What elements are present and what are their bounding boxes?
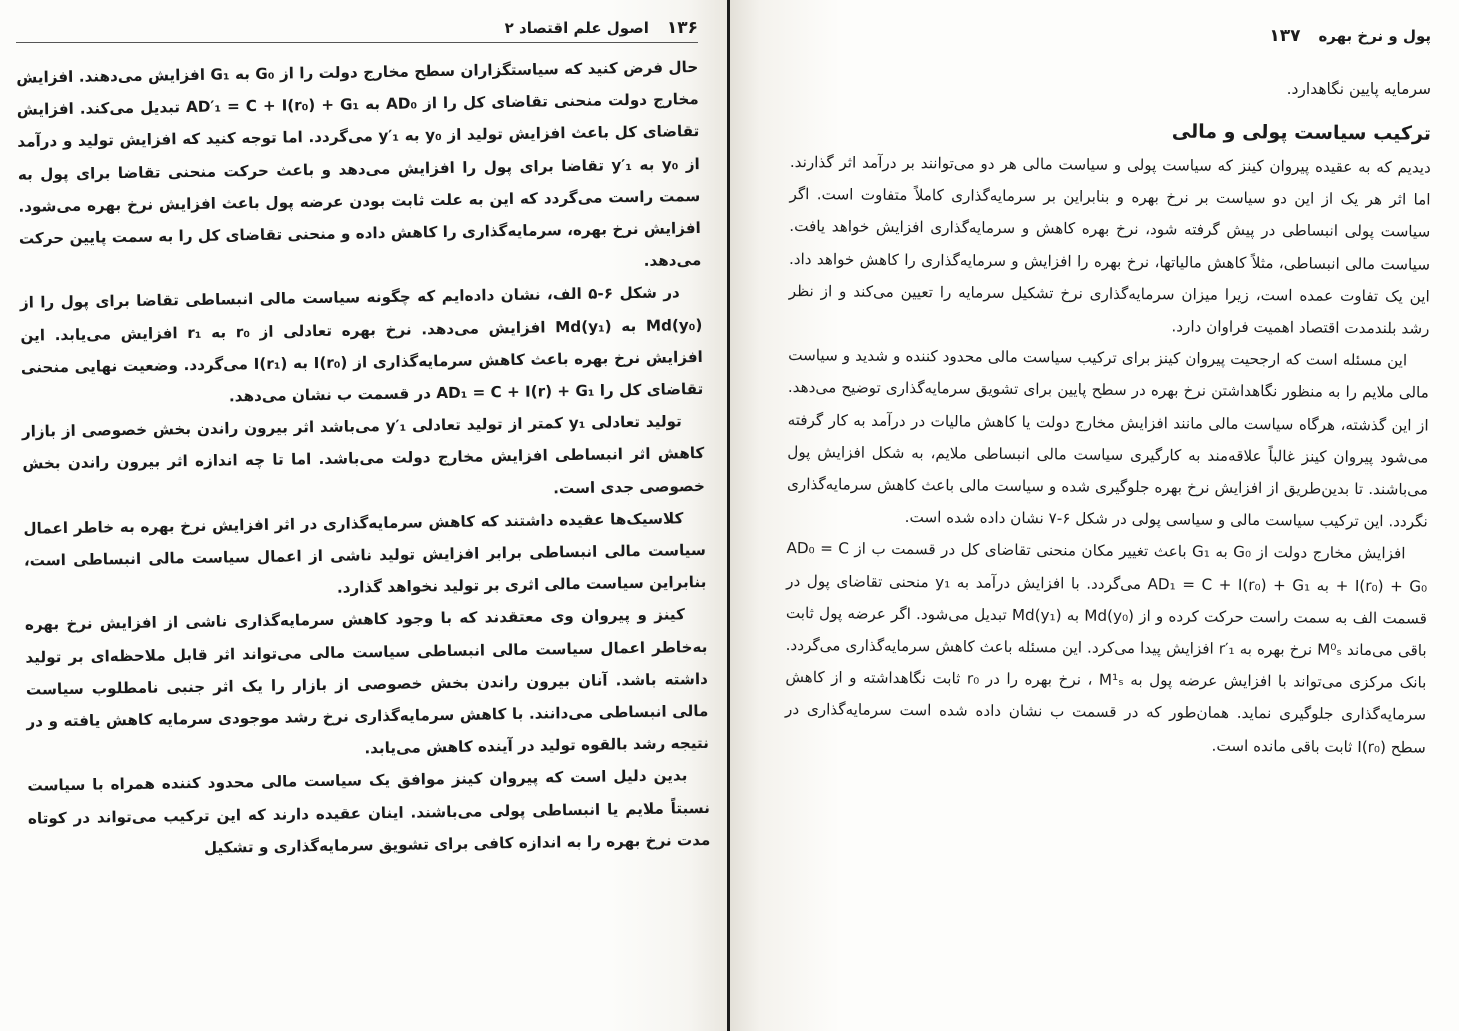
left-paragraph-6: بدین دلیل است که پیروان کینز موافق یک سیاست مالی محدود کننده همراه با سیاست نسبتاً ملایم یا انبساطی پولی می‌باشند. اینان عقیده دارند که این ترکیب می‌تواند در کوتاه مدت نرخ بهره را به اندازه کافی برای تشویق سرمایه‌گذاری و تشکیل xyxy=(27,766,711,857)
left-paragraph-3: تولید تعادلی y₁ کمتر از تولید تعادلی y′₁ می‌باشد اثر بیرون راندن بخش خصوصی از بازار کاهش اثر انبساطی افزایش مخارج دولت می‌باشد. اما تا چه اندازه اثر بیرون راندن بخش خصوصی جدی است. xyxy=(21,412,705,497)
section-title: ترکیب سیاست پولی و مالی xyxy=(1171,120,1432,145)
left-paragraph-4: کلاسیک‌ها عقیده داشتند که کاهش سرمایه‌گذاری در اثر افزایش نرخ بهره به خاطر اعمال سیاست مالی انبساطی برابر افزایش تولید ناشی از اعمال سیاست مالی انبساطی است، بنابراین سیاست مالی اثری بر تولید نخواهد گذارد. xyxy=(23,509,707,597)
right-page xyxy=(730,0,1459,1031)
left-paragraph-5: کینز و پیروان وی معتقدند که با وجود کاهش سرمایه‌گذاری ناشی از افزایش نرخ بهره به‌خاطر اعمال سیاست مالی انبساطی سیاست مالی می‌تواند اثر قابل ملاحظه‌ای بر تولید داشته باشد. آنان بیرون راندن بخش خصوصی از بازار را یک اثر جنبی نامطلوب سیاست مالی انبساطی می‌دانند. با کاهش سرمایه‌گذاری نرخ رشد موجودی سرمایه کاهش یافته و در نتیجه رشد بالقوه تولید در آینده کاهش می‌یابد. xyxy=(24,605,710,758)
right-paragraph-3: افزایش مخارج دولت از G₀ به G₁ باعث تغییر مکان منحنی تقاضای کل در قسمت ب از AD₀ = C + I(r₀) + G₀ به AD₁ = C + I(r₀) + G₁ می‌گردد. با افزایش درآمد به y₁ منحنی تقاضای پول در قسمت الف به سمت راست حرکت کرده و از Md(y₀) به Md(y₁) تبدیل می‌شود. اگر عرضه پول ثابت باقی می‌ماند M⁰ₛ نرخ بهره به r′₁ افزایش پیدا می‌کرد. این مسئله باعث کاهش سرمایه‌گذاری می‌گردد. بانک مرکزی می‌تواند با افزایش عرضه پول به M¹ₛ ، نرخ بهره را در r₀ ثابت نگاهداشته و از کاهش سرمایه‌گذاری جلوگیری نماید. همان‌طور که در قسمت ب نشان داده شده است سرمایه‌گذاری در سطح I(r₀) ثابت باقی مانده است. xyxy=(785,539,1428,757)
right-page-body xyxy=(785,146,1431,763)
left-page-body xyxy=(16,51,711,867)
left-page-header xyxy=(16,14,698,43)
right-paragraph-1: دیدیم که به عقیده پیروان کینز که سیاست پولی و سیاست مالی هر دو می‌توانند بر درآمد اثر گذارند. اما اثر هر یک از این دو سیاست بر نرخ بهره و بنابراین بر سرمایه‌گذاری کاملاً متفاوت است. اگر سیاست پولی انبساطی در پیش گرفته شود، نرخ بهره کاهش و سرمایه‌گذاری افزایش خواهد یافت. سیاست مالی انبساطی، مثلاً کاهش مالیاتها، نرخ بهره را افزایش و سرمایه‌گذاری را کاهش خواهد داد. این یک تفاوت عمده است، زیرا میزان سرمایه‌گذاری نرخ تشکیل سرمایه را تعیین می‌کند و از نظر رشد بلندمدت اقتصاد اهمیت فراوان دارد. xyxy=(788,152,1431,338)
right-page-header xyxy=(790,22,1431,50)
left-page xyxy=(0,0,728,1031)
left-paragraph-2: در شکل ۶-۵ الف، نشان داده‌ایم که چگونه سیاست مالی انبساطی تقاضا برای پول را از Md(y₀) به Md(y₁) افزایش می‌دهد. نرخ بهره تعادلی از r₀ به r₁ افزایش می‌یابد. این افزایش نرخ بهره باعث کاهش سرمایه‌گذاری از I(r₀) به I(r₁) می‌گردد. وضعیت نهایی منحنی تقاضای کل را AD₁ = C + I(r) + G₁ در قسمت ب نشان می‌دهد. xyxy=(19,283,704,406)
right-page-number: ۱۳۷ xyxy=(1269,26,1301,46)
right-running-title: پول و نرخ بهره xyxy=(1318,27,1431,45)
right-continuation-line: سرمایه پایین نگاهدارد. xyxy=(1286,80,1431,98)
left-paragraph-1: حال فرض کنید که سیاستگزاران سطح مخارج دولت را از G₀ به G₁ افزایش می‌دهند. افزایش مخارج دولت منحنی تقاضای کل را از AD₀ به AD′₁ = C + I(r₀) + G₁ تبدیل می‌کند. افزایش تقاضای کل باعث افزایش تولید از y₀ به y′₁ می‌گردد. اما توجه کنید که افزایش تولید و درآمد از y₀ به y′₁ تقاضا برای پول را افزایش می‌دهد و باعث حرکت منحنی تقاضا برای پول به سمت راست می‌گردد که این به علت ثابت بودن عرضه پول باعث افزایش نرخ بهره می‌شود. افزایش نرخ بهره، سرمایه‌گذاری را کاهش داده و منحنی تقاضای کل را به سمت پایین حرکت می‌دهد. xyxy=(16,57,702,271)
right-paragraph-2: این مسئله است که ارجحیت پیروان کینز برای ترکیب سیاست مالی محدود کننده و شدید و سیاست مالی ملایم را به منظور نگاهداشتن نرخ بهره در سطح پایین برای تشویق سرمایه‌گذاری توضیح می‌دهد. از این گذشته، هرگاه سیاست مالی مانند افزایش مخارج دولت یا کاهش مالیات در درآمد به کار گرفته می‌شود پیروان کینز غالباً علاقه‌مند به کارگیری سیاست مالی انبساطی ملایم، به شکل افزایش پول می‌باشند. تا بدین‌طریق از افزایش نرخ بهره جلوگیری شده و سیاست مالی باعث کاهش سرمایه‌گذاری نگردد. این ترکیب سیاست مالی و سیاسی پولی در شکل ۶-۷ نشان داده شده است. xyxy=(786,346,1429,531)
left-running-title: اصول علم اقتصاد ۲ xyxy=(504,19,649,37)
left-page-number: ۱۳۶ xyxy=(666,18,698,38)
